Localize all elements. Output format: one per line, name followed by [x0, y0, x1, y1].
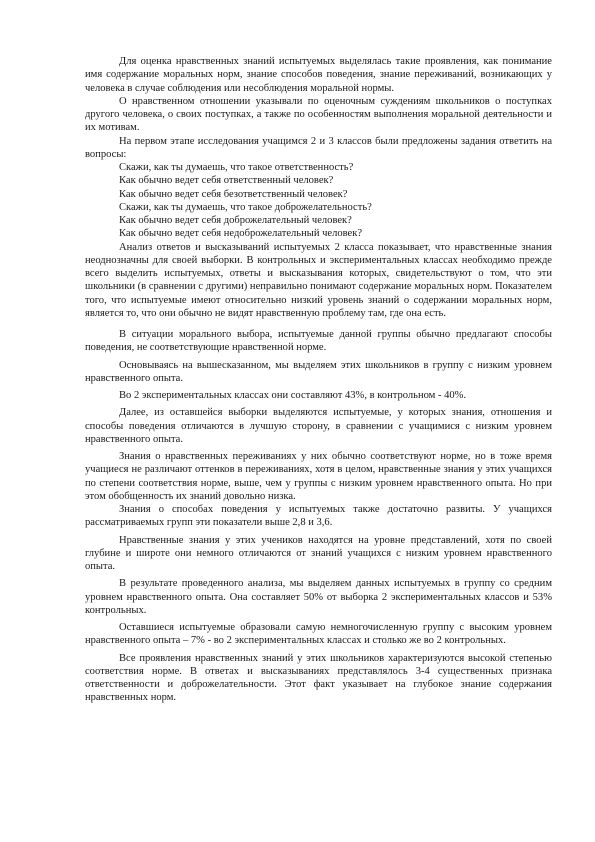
paragraph-representations: Нравственные знания у этих учеников находятся на уровне представлений, хотя по своей глубине и широте они немного отличаются от знаний учащихся с низким уровнем нравственного опыта. — [85, 534, 552, 572]
question-4: Скажи, как ты думаешь, что такое доброжелательность? — [119, 201, 372, 213]
paragraph-analysis: Анализ ответов и высказываний испытуемых 2 класса показывает, что нравственные знания неоднозначны для своей выборки. В контрольных и экспериментальных классах необходимо прежде всего выделить испытуемых, ответы и высказывания которых, свидетельствуют о том, что эти школьники (в сравнении с другими) неправильно понимают содержание моральных норм. Показателем того, что испытуемые имеют относительно низкий уровень знаний о содержании моральных норм, является то, что они обычно не видят нравственную проблему там, где она есть. — [85, 241, 552, 319]
question-6: Как обычно ведет себя недоброжелательный человек? — [119, 228, 363, 240]
paragraph-low-percent: Во 2 экспериментальных классах они составляют 43%, в контрольном - 40%. — [119, 390, 467, 401]
question-1: Скажи, как ты думаешь, что такое ответственность? — [119, 162, 354, 173]
paragraph-conclusion: Все проявления нравственных знаний у этих школьников характеризуются высокой степенью соответствия норме. В ответах и высказываниях представлялось 3-4 существенных признака ответственности и доброжелательности. Этот факт указывает на глубокое знание содержания нравственных норм. — [85, 652, 552, 704]
paragraph-behavior-knowledge: Знания о способах поведения у испытуемых также достаточно развиты. У учащихся рассматриваемых групп эти показатели выше 2,8 и 3,6. — [85, 504, 552, 529]
paragraph-high-group: Оставшиеся испытуемые образовали самую немногочисленную группу с высоким уровнем нравственного опыта – 7% - во 2 экспериментальных классах и столько же во 2 контрольных. — [85, 622, 552, 647]
question-2: Как обычно ведет себя ответственный человек? — [119, 175, 334, 187]
paragraph-remaining-sample: Далее, из оставшейся выборки выделяются испытуемые, у которых знания, отношения и способы поведения отличаются в лучшую сторону, в сравнении с учащимися с низким уровнем нравственного опыта. — [85, 407, 552, 445]
document-page — [85, 55, 552, 705]
paragraph-middle-group: В результате проведенного анализа, мы выделяем данных испытуемых в группу со средним уровнем нравственного опыта. Она составляет 50% от выборка 2 экспериментальных классов и 53% контрольных. — [85, 578, 552, 616]
paragraph-first-stage: На первом этапе исследования учащимся 2 и 3 классов были предложены задания ответить на вопросы: — [85, 135, 552, 160]
paragraph-intro: Для оценка нравственных знаний испытуемых выделялась такие проявления, как понимание имя содержание моральных норм, знание способов поведения, знание переживаний, возникающих у человека в случае соблюдения или несоблюдения моральной нормы. — [85, 56, 552, 94]
question-3: Как обычно ведет себя безответственный человек? — [119, 188, 348, 200]
question-5: Как обычно ведет себя доброжелательный человек? — [119, 215, 352, 226]
paragraph-low-group: Основываясь на вышесказанном, мы выделяем этих школьников в группу с низким уровнем нравственного опыта. — [85, 359, 552, 384]
paragraph-moral-choice: В ситуации морального выбора, испытуемые данной группы обычно предлагают способы поведения, не соответствующие нравственной норме. — [85, 329, 552, 354]
paragraph-experiences: Знания о нравственных переживаниях у них обычно соответствуют норме, но в тоже время учащиеся не различают оттенков в переживаниях, хотя в целом, нравственные знания у этих учащихся по степени соответствия норме, выше, чем у группы с низким уровнем нравственного опыта. Но при этом обобщенность их знаний довольно низка. — [85, 451, 552, 502]
paragraph-attitude: О нравственном отношении указывали по оценочным суждениям школьников о поступках другого человека, о своих поступках, а также по особенностям выполнения моральной деятельности и их мотивам. — [85, 95, 552, 134]
